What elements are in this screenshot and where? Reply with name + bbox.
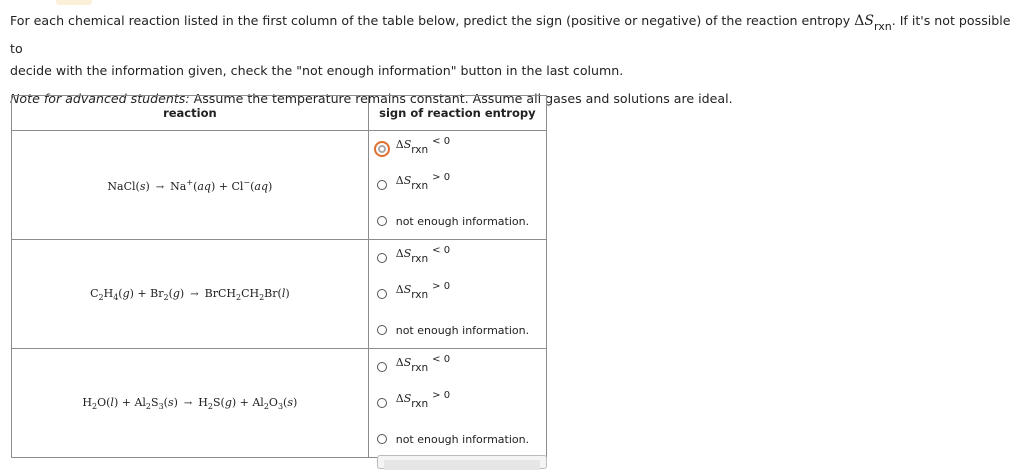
sign-options — [368, 240, 546, 349]
note-text: Assume the temperature remains constant. Assume all gases and solutions are ideal. — [189, 91, 733, 106]
option-label: not enough information. — [395, 323, 530, 337]
reaction-row — [12, 240, 547, 349]
option-not-enough-info[interactable] — [369, 421, 546, 457]
delta-s-label: ΔSrxn< 0 — [395, 244, 451, 265]
bottom-toolbar-partial — [377, 455, 547, 469]
reaction-equation — [12, 131, 369, 240]
option-positive[interactable] — [369, 276, 546, 312]
sign-options — [368, 131, 546, 240]
instruction-text-end: . If it's not possible to — [10, 13, 1011, 56]
option-not-enough-info[interactable] — [369, 203, 546, 239]
instruction-text: For each chemical reaction listed in the first column of the table below, predict the sign (positive or negative) of the reaction entropy — [10, 13, 851, 28]
delta-s-label: ΔSrxn> 0 — [395, 389, 451, 410]
radio-button[interactable] — [377, 216, 387, 226]
delta-s-rxn-symbol: $\Delta S_{rxn}$ — [854, 13, 892, 33]
header-row — [12, 96, 547, 131]
radio-button[interactable] — [377, 325, 387, 335]
option-label: not enough information. — [395, 214, 530, 228]
option-not-enough-info[interactable] — [369, 312, 546, 348]
equation-ethylene-bromine: $C_2H_4(g) + Br_2(g)$ → $BrCH_2CH_2Br(l)$ — [90, 286, 290, 302]
delta-s-label: ΔSrxn> 0 — [395, 171, 451, 192]
top-tab-handle — [56, 0, 92, 5]
instruction-line-1 — [10, 10, 1020, 60]
radio-button[interactable] — [377, 362, 387, 372]
option-positive[interactable] — [369, 385, 546, 421]
option-negative[interactable] — [369, 349, 546, 385]
toolbar-inner — [384, 460, 540, 470]
sign-header: sign of reaction entropy — [368, 96, 546, 131]
option-negative[interactable] — [369, 131, 546, 167]
equation-nacl: NaCl(s) → Na+(aq) + Cl−(aq) — [107, 177, 273, 193]
sign-options — [368, 349, 546, 458]
radio-button[interactable] — [377, 289, 387, 299]
delta-s-label: ΔSrxn> 0 — [395, 280, 451, 301]
radio-button[interactable] — [377, 434, 387, 444]
option-positive[interactable] — [369, 167, 546, 203]
radio-button[interactable] — [377, 180, 387, 190]
reaction-row — [12, 131, 547, 240]
radio-button[interactable] — [377, 253, 387, 263]
note-label: Note for advanced students: — [10, 91, 190, 106]
equation-water-aluminum-sulfide: $H_2O(l) + Al_2S_3(s) \to H_2S(g) + Al_2O_3(s)$ — [82, 395, 298, 411]
reaction-row — [12, 349, 547, 458]
radio-button[interactable] — [377, 398, 387, 408]
delta-s-label: ΔSrxn< 0 — [395, 135, 451, 156]
delta-s-label: ΔSrxn< 0 — [395, 353, 451, 374]
option-label: not enough information. — [395, 432, 530, 446]
instruction-line-2: decide with the information given, check the "not enough information" button in the last column. — [10, 63, 624, 78]
reaction-equation — [12, 349, 369, 458]
radio-button-focused[interactable] — [374, 141, 390, 157]
reaction-equation — [12, 240, 369, 349]
reaction-table — [11, 95, 547, 458]
reaction-header: reaction — [12, 96, 369, 131]
option-negative[interactable] — [369, 240, 546, 276]
